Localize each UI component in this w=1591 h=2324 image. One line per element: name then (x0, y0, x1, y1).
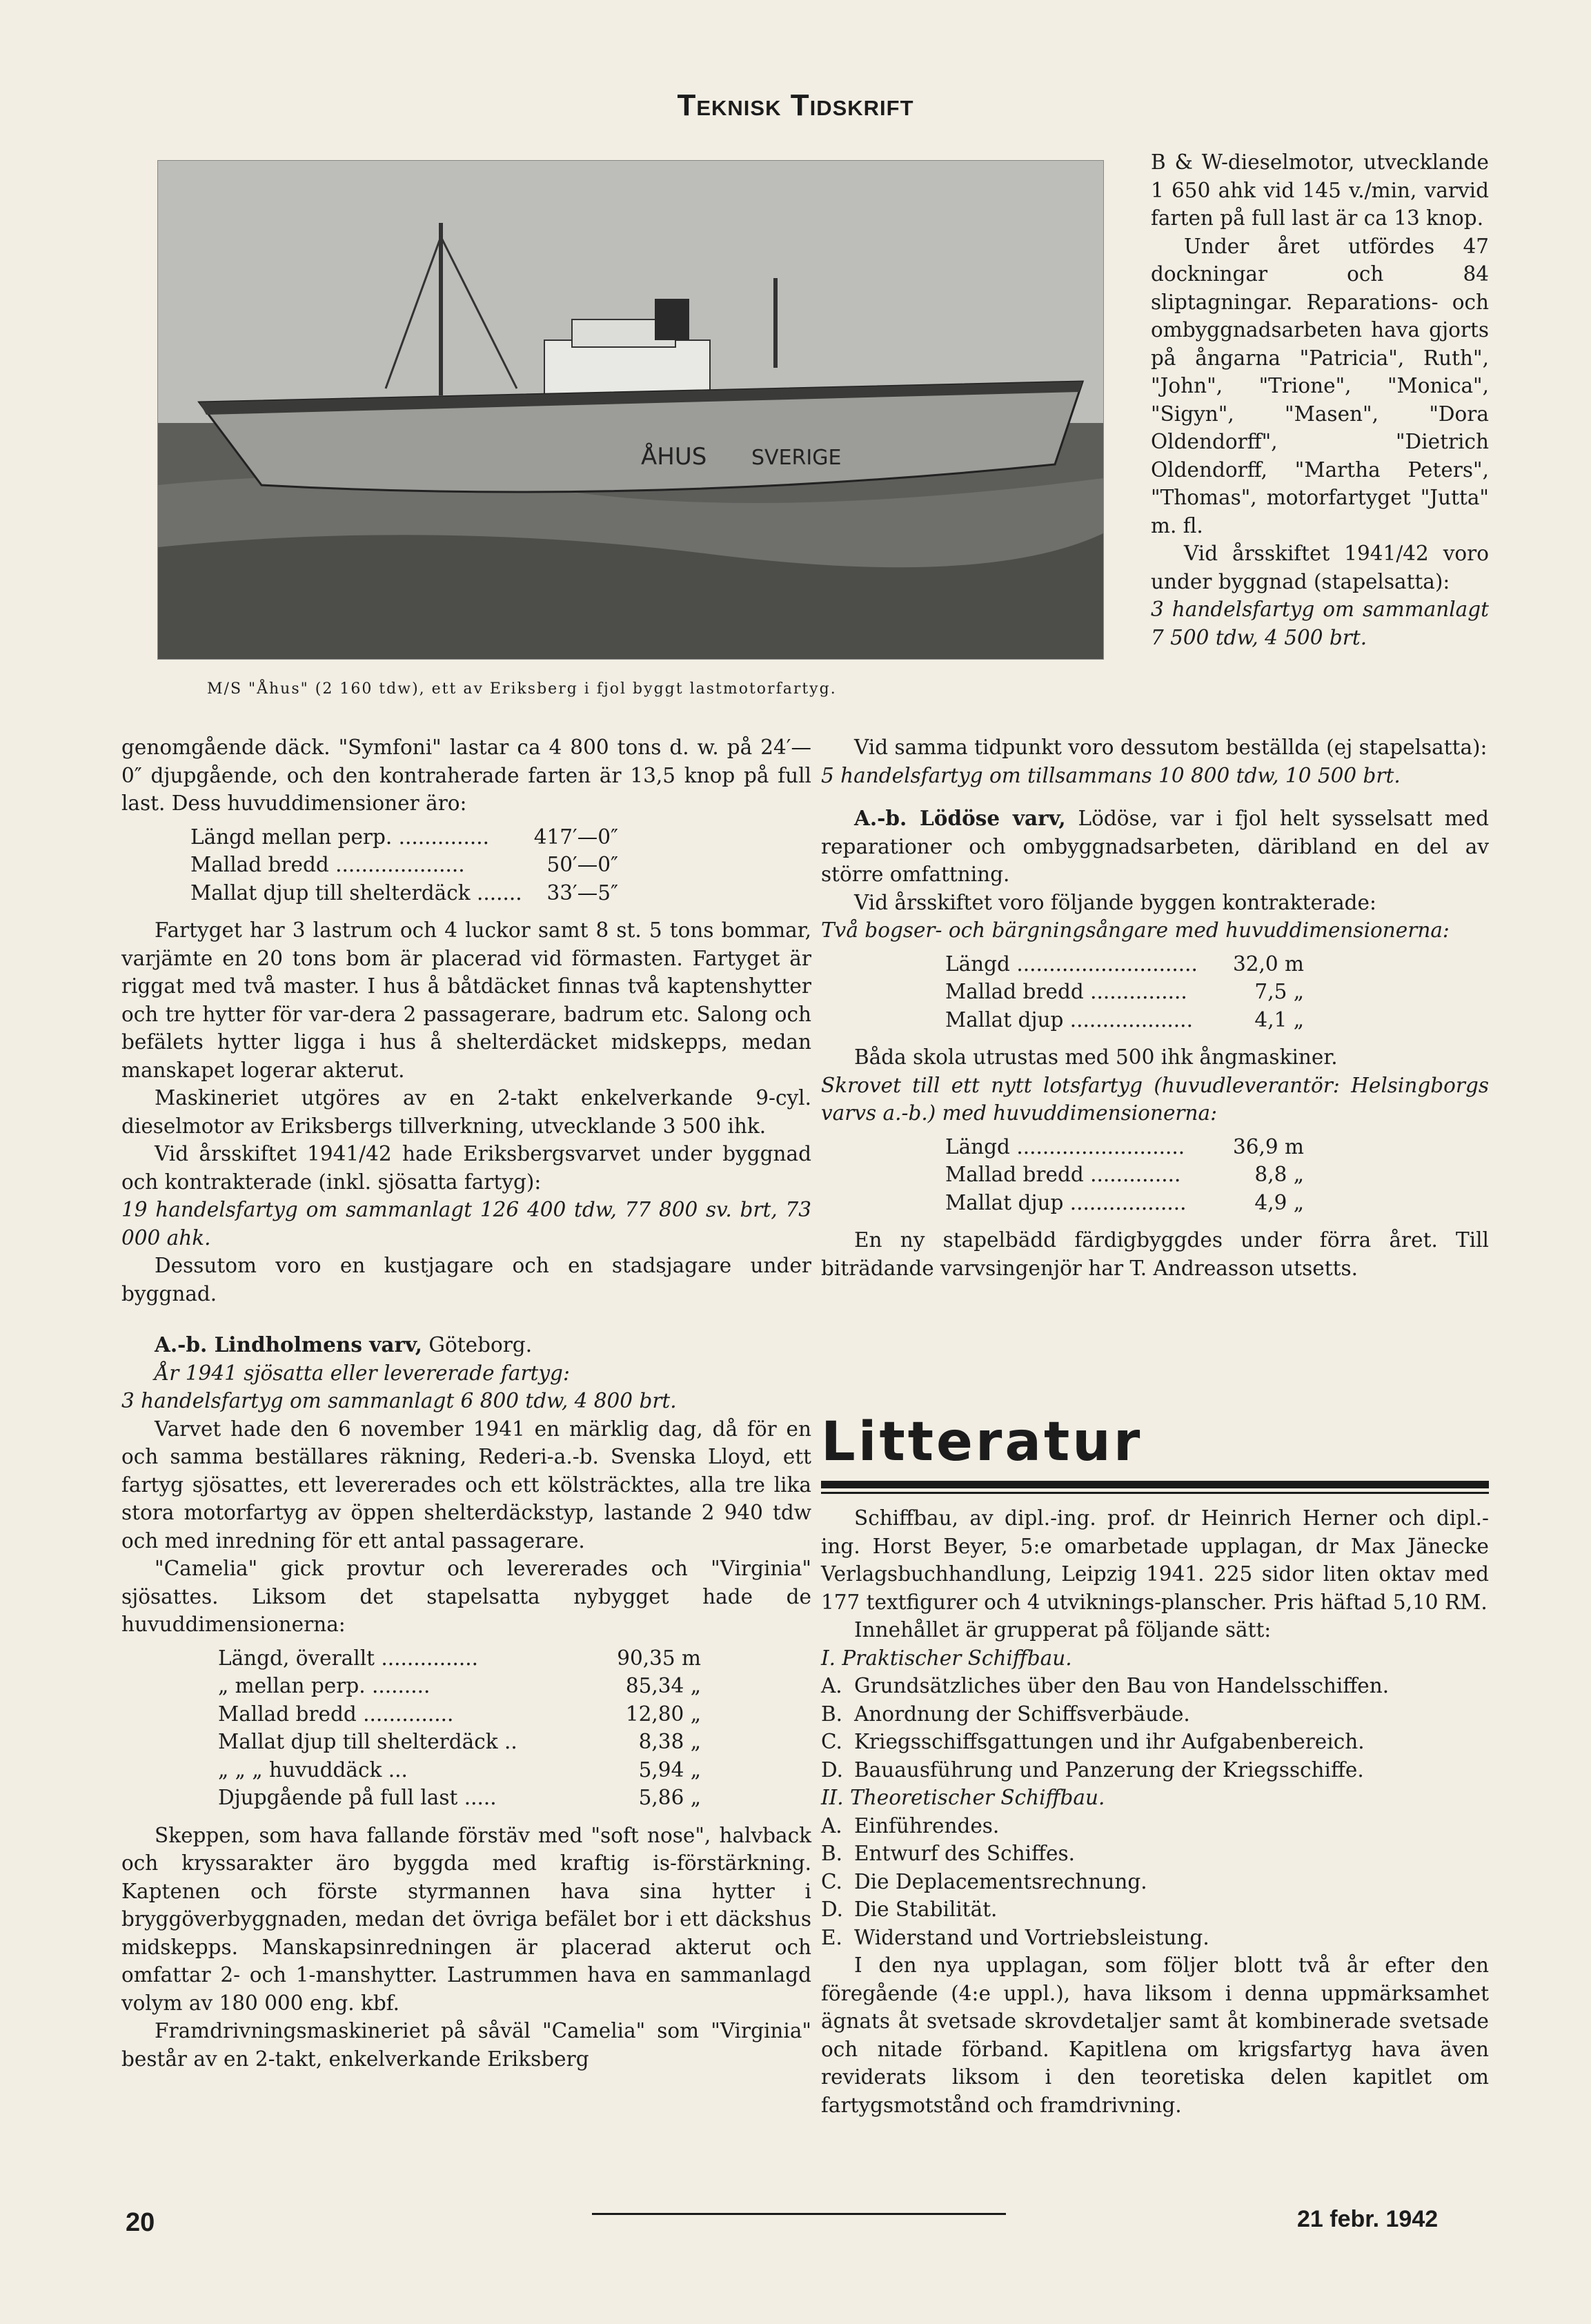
lower-p6: Skrovet till ett nytt lotsfartyg (huvudleverantör: Helsingborgs varvs a.-b.) med huvuddimensionerna: (821, 1073, 1489, 1125)
lower-p4: Två bogser- och bärgningsångare med huvuddimensionerna: (821, 918, 1450, 942)
left-p12: Framdrivningsmaskineriet på såväl "Camelia" som "Virginia" består av en 2-takt, enkelverkande Eriksberg (121, 2019, 811, 2071)
dimension-table-lotsfartyg (945, 1133, 1304, 1217)
left-p1: genomgående däck. "Symfoni" lastar ca 4 800 tons d. w. på 24′—0″ djupgående, och den kontraherade farten är 13,5 knop på full last. Dess huvuddimensioner äro: (121, 736, 811, 815)
review-part2: II. Theoretischer Schiffbau. (821, 1786, 1105, 1809)
dimension-table-camelia (218, 1644, 701, 1812)
section-heading-lodose: A.-b. Lödöse varv, Lödöse, var i fjol helt sysselsatt med reparationer och ombyggnadsarbeten, däribland en del av större omfattning. (821, 806, 1489, 886)
ship-photo (157, 160, 1104, 660)
dimension-row: Mallat djup till shelterdäck .. 8,38 „ (218, 1730, 701, 1753)
review-part1: I. Praktischer Schiffbau. (821, 1646, 1072, 1670)
lower-p5: Båda skola utrustas med 500 ihk ångmaskiner. (854, 1045, 1338, 1069)
left-p4: Vid årsskiftet 1941/42 hade Eriksbergsvarvet under byggnad och kontrakterade (inkl. sjösatta fartyg): (121, 1142, 811, 1194)
dimension-row: „ mellan perp. ......... 85,34 „ (218, 1674, 701, 1697)
right-p3: Vid årsskiftet 1941/42 voro under byggnad (stapelsatta): (1151, 542, 1489, 593)
list-item: A. Einführendes. (821, 1813, 1000, 1838)
dimension-row: Mallad bredd .............. 12,80 „ (218, 1702, 701, 1726)
dimension-row: Längd .......................... 36,9 m (945, 1134, 1304, 1159)
photo-caption: M/S "Åhus" (2 160 tdw), ett av Eriksberg i fjol byggt lastmotorfartyg. (207, 680, 837, 698)
dimension-row: „ „ „ huvuddäck ... 5,94 „ (218, 1757, 701, 1782)
dimension-row: Längd mellan perp. .............. 417′—0″ (190, 825, 618, 849)
left-p10: "Camelia" gick provtur och levererades och "Virginia" sjösattes. Liksom det stapelsatta nybygget hade de huvuddimensionerna: (121, 1557, 811, 1636)
review-body: I den nya upplagan, som följer blott två år efter den föregående (4:e uppl.), hava liksom i denna uppmärksamhet ägnats åt svetsade skrovdetaljer samt åt kombinerade svetsade och nitade förband. Kapitlena om krigsfartyg hava även reviderats liksom i den teoretiska delen kapitlet om fartygsmotstånd och framdrivning. (821, 1953, 1489, 2117)
left-p5: 19 handelsfartyg om sammanlagt 126 400 tdw, 77 800 sv. brt, 73 000 ahk. (121, 1198, 811, 1250)
lower-p3: Vid årsskiftet voro följande byggen kontrakterade: (854, 890, 1376, 914)
list-item: A. Grundsätzliches über den Bau von Handelsschiffen. (821, 1674, 1390, 1697)
list-item: D. Bauausführung und Panzerung der Kriegsschiffe. (821, 1757, 1364, 1782)
dimension-row: Längd ............................ 32,0 m (945, 952, 1304, 976)
dimension-row: Djupgående på full last ..... 5,86 „ (218, 1786, 701, 1809)
lower-right-column (821, 733, 1489, 1282)
dimension-row: Mallat djup till shelterdäck ....... 33′—5″ (190, 880, 618, 905)
dimension-row: Längd, överallt ............... 90,35 m (218, 1646, 701, 1670)
hull-text-ahus: ÅHUS (641, 443, 707, 471)
review-intro: Schiffbau, av dipl.-ing. prof. dr Heinrich Herner och dipl.-ing. Horst Beyer, 5:e omarbetade upplagan, dr Max Jänecke Verlagsbuchhandlung, Leipzig 1941. 225 sidor liten oktav med 177 textfigurer och 4 utviknings-planscher. Pris häftad 5,10 RM. (821, 1506, 1489, 1614)
left-p9: Varvet hade den 6 november 1941 en märklig dag, då för en och samma beställares räkning, Rederi-a.-b. Svenska Lloyd, ett fartyg sjösattes, ett levererades och ett kölsträcktes, alla tre lika stora motorfartyg av öppen shelterdäckstyp, lastande 2 940 tdw och med inredning för ett antal passagerare. (121, 1417, 811, 1553)
heading-rule-thick (821, 1481, 1489, 1488)
review-grouping: Innehållet är grupperat på följande sätt: (854, 1618, 1272, 1642)
right-p1: B & W-dieselmotor, utvecklande 1 650 ahk vid 145 v./min, varvid farten på full last är ca 13 knop. (1151, 150, 1489, 230)
left-column (121, 733, 811, 2073)
left-p8: 3 handelsfartyg om sammanlagt 6 800 tdw, 4 800 brt. (121, 1389, 677, 1412)
left-p7: År 1941 sjösatta eller levererade fartyg: (155, 1361, 570, 1385)
left-p6: Dessutom voro en kustjagare och en stadsjagare under byggnad. (121, 1254, 811, 1306)
list-item: B. Entwurf des Schiffes. (821, 1842, 1075, 1865)
list-item: C. Die Deplacementsrechnung. (821, 1869, 1147, 1893)
heading-rule-thin (821, 1492, 1489, 1494)
litteratur-column (821, 1504, 1489, 2119)
dimension-row: Mallat djup ................... 4,1 „ (945, 1007, 1304, 1032)
masthead-title: Teknisk Tidskrift (677, 88, 914, 122)
list-item: E. Widerstand und Vortriebsleistung. (821, 1925, 1209, 1949)
dimension-table-symfoni (190, 823, 618, 907)
dimension-row: Mallad bredd ............... 7,5 „ (945, 980, 1304, 1003)
left-p3: Maskineriet utgöres av en 2-takt enkelverkande 9-cyl. dieselmotor av Eriksbergs tillverkning, utvecklande 3 500 ihk. (121, 1086, 811, 1138)
list-item: B. Anordnung der Schiffsverbäude. (821, 1702, 1190, 1726)
right-column (1151, 148, 1489, 651)
right-p4: 3 handelsfartyg om sammanlagt 7 500 tdw, 4 500 brt. (1151, 598, 1489, 649)
dimension-row: Mallat djup .................. 4,9 „ (945, 1190, 1304, 1214)
page-number: 20 (126, 2208, 155, 2237)
section-heading-lindholmen: A.-b. Lindholmens varv, Göteborg. (155, 1332, 533, 1357)
issue-date: 21 febr. 1942 (1297, 2206, 1439, 2232)
left-p2: Fartyget har 3 lastrum och 4 luckor samt 8 st. 5 tons bommar, varjämte en 20 tons bom är placerad vid förmasten. Fartyget är riggat med två master. I hus å båtdäcket finnas två kaptenshytter och tre hytter för var-dera 2 passagerare, badrum etc. Salong och befälets hytter ligga i hus å shelterdäcket midskepps, medan manskapet logerar akterut. (121, 918, 811, 1082)
lower-p2: 5 handelsfartyg om tillsammans 10 800 tdw, 10 500 brt. (821, 763, 1401, 787)
ship-illustration (158, 161, 1103, 659)
dimension-row: Mallad bredd .................... 50′—0″ (190, 853, 618, 876)
dimension-table-bogser (945, 950, 1304, 1034)
right-p2: Under året utfördes 47 dockningar och 84 sliptagningar. Reparations- och ombyggnadsarbeten hava gjorts på ångarna "Patricia", Ruth", "John", "Trione", "Monica", "Sigyn", "Masen", "Dora Oldendorff", "Dietrich Oldendorff, "Martha Peters", "Thomas", motorfartyget "Jutta" m. fl. (1151, 234, 1489, 538)
left-p11: Skeppen, som hava fallande förstäv med "soft nose", halvback och kryssarakter äro byggda med kraftig is-förstärkning. Kaptenen och förste styrmannen hava sina hytter i bryggöverbyggnaden, medan det övriga befälet bor i ett däckshus midskepps. Manskapsinredningen är placerad akterut och omfattar 2- och 1-manshytter. Lastrummen hava en sammanlagd volym av 180 000 eng. kbf. (121, 1823, 811, 2015)
lower-p7: En ny stapelbädd färdigbyggdes under förra året. Till biträdande varvsingenjör har T. Andreasson utsetts. (821, 1228, 1489, 1280)
lower-p1: Vid samma tidpunkt voro dessutom beställda (ej stapelsatta): (854, 736, 1488, 759)
hull-text-sverige: SVERIGE (751, 446, 842, 470)
footer-rule (592, 2213, 1006, 2215)
list-item: D. Die Stabilität. (821, 1898, 998, 1921)
litteratur-heading: Litteratur (821, 1411, 1143, 1473)
list-item: C. Kriegsschiffsgattungen und ihr Aufgabenbereich. (821, 1730, 1365, 1753)
dimension-row: Mallad bredd .............. 8,8 „ (945, 1163, 1304, 1186)
